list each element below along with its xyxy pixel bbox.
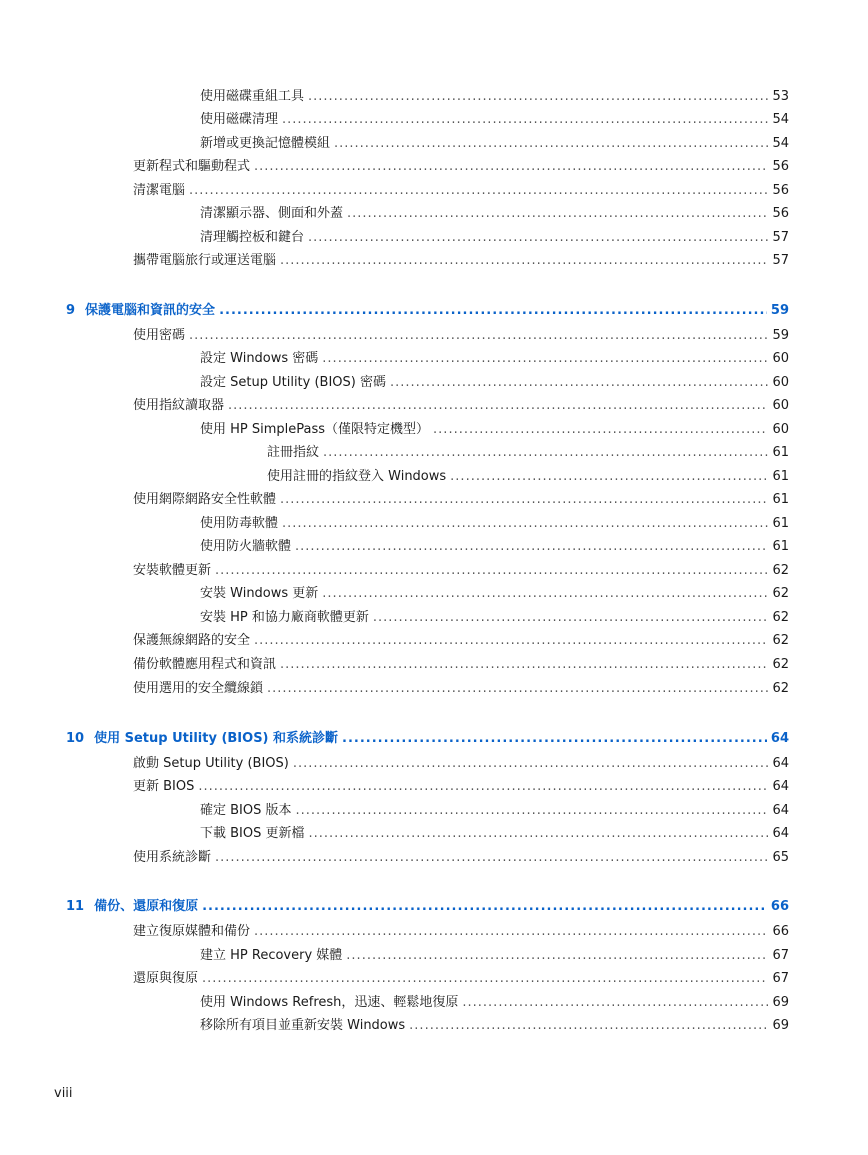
toc-entry-page: 66 <box>770 899 789 914</box>
toc-entry[interactable] <box>200 824 789 844</box>
chapter-title <box>66 301 215 321</box>
toc-entry-page: 67 <box>772 948 789 963</box>
toc-entry[interactable] <box>267 443 789 463</box>
toc-entry[interactable] <box>133 655 789 675</box>
toc-entry-page: 53 <box>772 89 789 104</box>
leader-dots <box>202 969 768 989</box>
toc-entry-title: 清潔電腦 <box>133 183 186 198</box>
leader-dots <box>198 777 768 797</box>
chapter-title-text: 使用 Setup Utility (BIOS) 和系統診斷 <box>94 731 339 746</box>
leader-dots <box>373 608 769 628</box>
leader-dots <box>309 824 769 844</box>
toc-entry[interactable] <box>200 373 789 393</box>
chapter-title <box>66 729 338 749</box>
leader-dots <box>202 897 767 917</box>
toc-entry-page: 56 <box>772 183 789 198</box>
toc-entry[interactable] <box>133 922 789 942</box>
toc-entry[interactable] <box>267 467 789 487</box>
leader-dots <box>254 157 768 177</box>
toc-entry-page: 61 <box>772 539 789 554</box>
toc-entry-title: 還原與復原 <box>133 971 199 986</box>
leader-dots <box>219 301 767 321</box>
leader-dots <box>308 87 768 107</box>
toc-entry-page: 64 <box>772 803 789 818</box>
leader-dots <box>450 467 768 487</box>
chapter-number: 10 <box>66 731 85 746</box>
leader-dots <box>462 993 768 1013</box>
toc-entry[interactable] <box>200 134 789 154</box>
toc-entry-page: 62 <box>772 681 789 696</box>
toc-entry-title: 使用防火牆軟體 <box>200 539 292 554</box>
toc-entry-title: 新增或更換記憶體模組 <box>200 136 331 151</box>
toc-entry[interactable] <box>200 946 789 966</box>
toc-entry[interactable] <box>133 490 789 510</box>
toc-entry[interactable] <box>133 777 789 797</box>
leader-dots <box>280 655 768 675</box>
leader-dots <box>215 848 768 868</box>
leader-dots <box>346 946 768 966</box>
toc-entry-page: 62 <box>772 586 789 601</box>
toc-entry-title: 設定 Setup Utility (BIOS) 密碼 <box>200 375 386 390</box>
toc-entry-page: 62 <box>772 610 789 625</box>
leader-dots <box>342 729 767 749</box>
toc-entry-page: 69 <box>772 1018 789 1033</box>
toc-entry-title: 建立 HP Recovery 媒體 <box>200 948 343 963</box>
toc-entry[interactable] <box>133 396 789 416</box>
toc-entry[interactable] <box>133 848 789 868</box>
toc-entry-title: 安裝 Windows 更新 <box>200 586 319 601</box>
toc-entry-page: 61 <box>772 445 789 460</box>
toc-entry-page: 62 <box>772 563 789 578</box>
toc-entry[interactable] <box>133 326 789 346</box>
toc-entry[interactable] <box>133 679 789 699</box>
toc-entry-title: 使用 HP SimplePass（僅限特定機型） <box>200 422 430 437</box>
toc-entry-title: 註冊指紋 <box>267 445 320 460</box>
toc-entry-title: 移除所有項目並重新安裝 Windows <box>200 1018 406 1033</box>
toc-entry-page: 60 <box>772 375 789 390</box>
toc-entry-page: 66 <box>772 924 789 939</box>
leader-dots <box>189 181 768 201</box>
chapter-number: 9 <box>66 303 76 318</box>
toc-entry-page: 61 <box>772 492 789 507</box>
toc-entry-title: 使用 Windows Refresh，迅速、輕鬆地復原 <box>200 995 459 1010</box>
chapter-title <box>66 897 198 917</box>
toc-entry-title: 使用磁碟清理 <box>200 112 279 127</box>
toc-entry-page: 57 <box>772 253 789 268</box>
chapter-title-text: 保護電腦和資訊的安全 <box>85 303 216 318</box>
toc-entry-page: 64 <box>772 756 789 771</box>
leader-dots <box>296 801 769 821</box>
toc-entry[interactable] <box>200 349 789 369</box>
toc-entry[interactable] <box>200 110 789 130</box>
leader-dots <box>293 754 769 774</box>
toc-entry-page: 64 <box>772 779 789 794</box>
toc-entry-page: 69 <box>772 995 789 1010</box>
toc-entry-page: 60 <box>772 398 789 413</box>
toc-chapter-11[interactable] <box>66 897 789 917</box>
leader-dots <box>282 514 768 534</box>
leader-dots <box>409 1016 768 1036</box>
toc-entry-title: 設定 Windows 密碼 <box>200 351 319 366</box>
toc-entry[interactable] <box>200 993 789 1013</box>
toc-entry-page: 61 <box>772 516 789 531</box>
toc-entry-page: 64 <box>772 826 789 841</box>
toc-entry-title: 使用指紋讀取器 <box>133 398 225 413</box>
toc-entry-title: 保護無線網路的安全 <box>133 633 251 648</box>
toc-entry-page: 57 <box>772 230 789 245</box>
toc-entry-title: 使用網際網路安全性軟體 <box>133 492 277 507</box>
toc-entry[interactable] <box>200 87 789 107</box>
leader-dots <box>295 537 768 557</box>
leader-dots <box>322 584 768 604</box>
toc-entry-title: 使用註冊的指紋登入 Windows <box>267 469 447 484</box>
toc-chapter-9[interactable] <box>66 301 789 321</box>
toc-entry-page: 59 <box>772 328 789 343</box>
leader-dots <box>322 349 768 369</box>
toc-entry-title: 建立復原媒體和備份 <box>133 924 251 939</box>
leader-dots <box>282 110 768 130</box>
toc-entry[interactable] <box>133 631 789 651</box>
toc-entry-title: 安裝軟體更新 <box>133 563 212 578</box>
toc-entry[interactable] <box>200 420 789 440</box>
toc-entry-title: 使用密碼 <box>133 328 186 343</box>
toc-entry-page: 64 <box>770 731 789 746</box>
toc-entry[interactable] <box>133 181 789 201</box>
toc-entry-page: 62 <box>772 657 789 672</box>
toc-entry[interactable] <box>133 754 789 774</box>
toc-entry[interactable] <box>200 204 789 224</box>
page-number-footer: viii <box>54 1086 73 1101</box>
toc-entry-title: 使用選用的安全纜線鎖 <box>133 681 264 696</box>
toc-entry-title: 啟動 Setup Utility (BIOS) <box>133 756 289 771</box>
toc-entry-page: 62 <box>772 633 789 648</box>
toc-entry-title: 使用系統診斷 <box>133 850 212 865</box>
chapter-number: 11 <box>66 899 85 914</box>
toc-entry-title: 使用防毒軟體 <box>200 516 279 531</box>
toc-entry-title: 更新程式和驅動程式 <box>133 159 251 174</box>
leader-dots <box>323 443 768 463</box>
leader-dots <box>254 631 768 651</box>
leader-dots <box>267 679 768 699</box>
toc-entry-title: 下載 BIOS 更新檔 <box>200 826 305 841</box>
leader-dots <box>390 373 768 393</box>
toc-entry[interactable] <box>133 969 789 989</box>
toc-entry-title: 備份軟體應用程式和資訊 <box>133 657 277 672</box>
toc-entry[interactable] <box>200 801 789 821</box>
toc-entry[interactable] <box>133 561 789 581</box>
toc-entry[interactable] <box>200 608 789 628</box>
toc-entry[interactable] <box>200 1016 789 1036</box>
toc-entry-title: 更新 BIOS <box>133 779 195 794</box>
toc-entry-title: 安裝 HP 和協力廠商軟體更新 <box>200 610 369 625</box>
toc-entry-page: 56 <box>772 206 789 221</box>
leader-dots <box>280 490 768 510</box>
toc-entry-page: 54 <box>772 112 789 127</box>
leader-dots <box>189 326 768 346</box>
toc-entry-page: 54 <box>772 136 789 151</box>
toc-entry-title: 清理觸控板和鍵台 <box>200 230 305 245</box>
toc-entry-page: 60 <box>772 351 789 366</box>
toc-entry-page: 61 <box>772 469 789 484</box>
toc-entry-title: 攜帶電腦旅行或運送電腦 <box>133 253 277 268</box>
toc-entry-title: 清潔顯示器、側面和外蓋 <box>200 206 344 221</box>
toc-entry[interactable] <box>200 537 789 557</box>
chapter-title-text: 備份、還原和復原 <box>94 899 199 914</box>
toc-entry-title: 使用磁碟重組工具 <box>200 89 305 104</box>
leader-dots <box>347 204 768 224</box>
leader-dots <box>254 922 768 942</box>
toc-entry-page: 56 <box>772 159 789 174</box>
toc-entry-page: 65 <box>772 850 789 865</box>
leader-dots <box>215 561 768 581</box>
leader-dots <box>280 251 768 271</box>
toc-entry[interactable] <box>133 157 789 177</box>
toc-entry-title: 確定 BIOS 版本 <box>200 803 292 818</box>
leader-dots <box>228 396 768 416</box>
leader-dots <box>433 420 768 440</box>
toc-entry-page: 59 <box>770 303 789 318</box>
toc-chapter-10[interactable] <box>66 729 789 749</box>
leader-dots <box>334 134 768 154</box>
toc-entry[interactable] <box>200 228 789 248</box>
toc-entry-page: 60 <box>772 422 789 437</box>
leader-dots <box>308 228 768 248</box>
toc-entry[interactable] <box>133 251 789 271</box>
toc-entry-page: 67 <box>772 971 789 986</box>
toc-entry[interactable] <box>200 514 789 534</box>
toc-entry[interactable] <box>200 584 789 604</box>
